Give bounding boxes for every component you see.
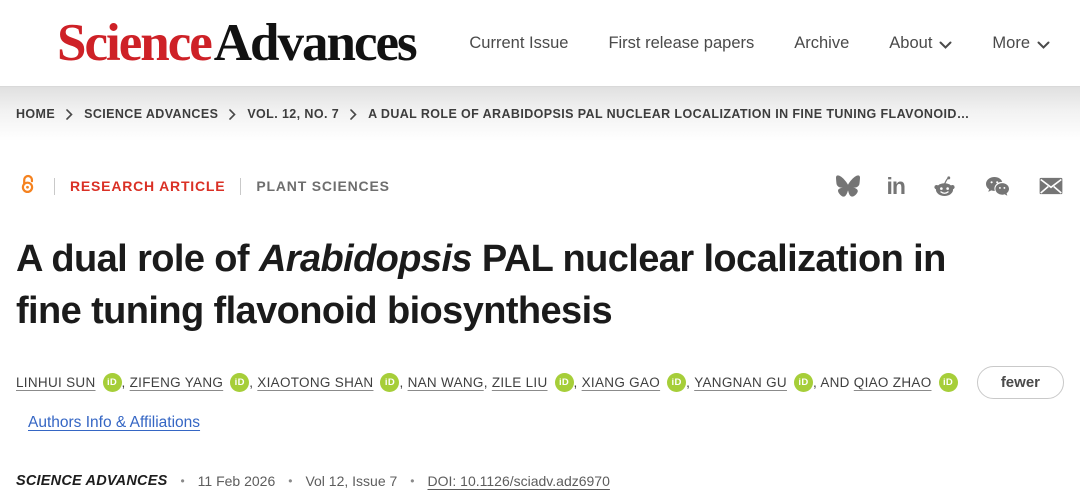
author-link[interactable]: NAN WANG — [407, 375, 484, 390]
chevron-down-icon — [1037, 35, 1050, 54]
logo-science: Science — [57, 13, 211, 72]
fewer-button[interactable]: fewer — [977, 366, 1064, 399]
logo-advances: Advances — [213, 13, 416, 72]
author-separator: , — [573, 375, 582, 390]
divider — [240, 178, 241, 195]
orcid-icon[interactable]: iD — [939, 373, 958, 392]
orcid-icon[interactable]: iD — [555, 373, 574, 392]
author-link[interactable]: LINHUI SUN — [16, 375, 96, 390]
title-italic-species: Arabidopsis — [258, 238, 472, 280]
author-link[interactable]: ZILE LIU — [491, 375, 548, 390]
nav-current-issue[interactable]: Current Issue — [469, 33, 569, 52]
journal-name: SCIENCE ADVANCES — [16, 473, 168, 489]
nav-about[interactable]: About — [889, 33, 952, 54]
author-separator: , — [483, 375, 492, 390]
journal-logo[interactable] — [57, 13, 416, 72]
breadcrumb-science-advances[interactable]: SCIENCE ADVANCES — [84, 107, 219, 121]
author-separator: , — [399, 375, 408, 390]
chevron-right-icon — [229, 109, 236, 120]
article-title: A dual role of Arabidopsis PAL nuclear localization in fine tuning flavonoid biosynthesis — [16, 238, 946, 332]
reddit-icon[interactable] — [932, 174, 957, 198]
author-separator: , — [686, 375, 695, 390]
chevron-right-icon — [66, 109, 73, 120]
author-link[interactable]: QIAO ZHAO — [853, 375, 932, 390]
nav-archive[interactable]: Archive — [794, 33, 850, 52]
doi-link[interactable]: DOI: 10.1126/sciadv.adz6970 — [427, 473, 610, 489]
author-separator: , — [121, 375, 130, 390]
publish-date: 11 Feb 2026 — [197, 473, 276, 489]
breadcrumb-home[interactable]: HOME — [16, 107, 56, 121]
orcid-icon[interactable]: iD — [230, 373, 249, 392]
authors-row — [16, 366, 1064, 399]
share-toolbar — [836, 174, 1064, 198]
badges-row — [16, 172, 1064, 200]
main-nav — [469, 33, 1050, 54]
chevron-right-icon — [350, 109, 357, 120]
authors-info-affiliations-link[interactable]: Authors Info & Affiliations — [28, 414, 201, 431]
authors-list — [16, 373, 958, 392]
wechat-icon[interactable] — [984, 174, 1011, 198]
chevron-down-icon — [939, 35, 952, 54]
article-type-badge[interactable]: RESEARCH ARTICLE — [70, 178, 226, 194]
author-link[interactable]: XIANG GAO — [581, 375, 661, 390]
open-access-icon — [16, 172, 39, 200]
article-badges — [16, 172, 390, 200]
article-subject-badge[interactable]: PLANT SCIENCES — [256, 178, 390, 194]
site-header — [0, 0, 1080, 86]
article-main — [0, 172, 1080, 489]
breadcrumb — [16, 107, 970, 121]
volume-issue: Vol 12, Issue 7 — [305, 473, 398, 489]
dot-separator: • — [288, 474, 293, 488]
email-icon[interactable] — [1038, 174, 1064, 198]
orcid-icon[interactable]: iD — [667, 373, 686, 392]
orcid-icon[interactable]: iD — [103, 373, 122, 392]
author-link[interactable]: XIAOTONG SHAN — [257, 375, 374, 390]
author-link[interactable]: YANGNAN GU — [694, 375, 787, 390]
author-separator: , — [249, 375, 258, 390]
nav-first-release-papers[interactable]: First release papers — [608, 33, 755, 52]
author-link[interactable]: ZIFENG YANG — [129, 375, 224, 390]
bluesky-icon[interactable] — [836, 174, 860, 198]
article-meta-row — [16, 473, 1064, 489]
author-separator: , AND — [812, 375, 854, 390]
orcid-icon[interactable]: iD — [794, 373, 813, 392]
linkedin-icon[interactable]: in — [886, 173, 905, 199]
orcid-icon[interactable]: iD — [380, 373, 399, 392]
divider — [54, 178, 55, 195]
dot-separator: • — [410, 474, 415, 488]
nav-more[interactable]: More — [992, 33, 1050, 54]
breadcrumb-volume[interactable]: VOL. 12, NO. 7 — [247, 107, 340, 121]
breadcrumb-strip — [0, 86, 1080, 141]
dot-separator: • — [180, 474, 185, 488]
breadcrumb-current-article: A DUAL ROLE OF ARABIDOPSIS PAL NUCLEAR LOCALIZATION IN FINE TUNING FLAVONOID… — [368, 107, 970, 121]
